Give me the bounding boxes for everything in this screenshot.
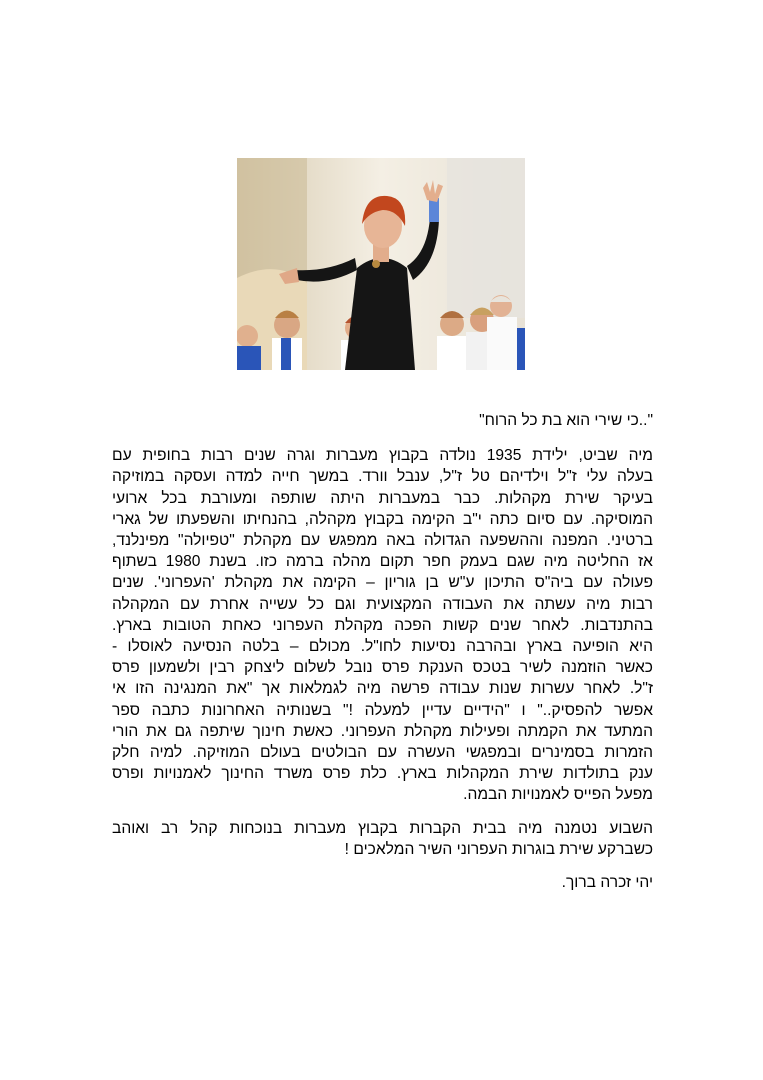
biography-line: בעיקר שירת מקהלות. כבר במעברות היתה שותפה ומעורבת בכל ארועי [112,489,653,507]
biography-line: אפשר להפסיק.." ו "הידיים עדיין למעלה !" בשנותיה האחרונות כתבה ספר [112,701,653,719]
biography-paragraph [112,445,653,805]
conductor-photo [237,158,525,370]
biography-line: מיה שביט, ילידת 1935 נולדה בקבוץ מעברות וגרה שנים רבות בחופית עם [112,447,654,465]
biography-line: רבות מיה עשתה את העבודה המקצועית וגם כל עשייה אחרת עם המקהלה [112,595,653,613]
biography-line: בהתנדבות. לאחר שנים קשות הפכה מקהלת העפרוני כאחת הטובות בארץ. [112,616,653,634]
quote-heading: "..כי שירי הוא בת כל הרוח" [479,412,653,429]
conductor-photo-illustration [237,158,525,370]
biography-line: מפעל הפייס לאמנויות הבמה. [463,786,653,804]
biography-line: המוסיקה. עם סיום כתה י"ב הקימה בקבוץ מקהלה, בהנחיתו והשפעתו של גארי [112,510,653,528]
funeral-paragraph [112,818,653,860]
biography-line: פעולה עם ביה"ס התיכון ע"ש בן גוריון – הקימה את מקהלת 'העפרוני'. שנים [112,574,653,592]
biography-line: בעלה עלי ז"ל וילדיהם טל ז"ל, ענבל וורד. במשך חייה למדה ועסקה במוזיקה [112,468,653,486]
funeral-line: השבוע נטמנה מיה בבית הקברות בקבוץ מעברות בנוכחות קהל רב ואוהב [112,819,653,837]
biography-line: המתעד את הקמתה ופעילות מקהלת העפרוני. כאשת חינוך שיתפה גם את הורי [112,722,653,740]
memorial-document [112,410,653,905]
funeral-line: כשברקע שירת בוגרות העפרוני השיר המלאכים ! [344,840,653,858]
biography-line: ז"ל. לאחר עשרות שנות עבודה פרשה מיה לגמלאות אך "את המנגינה הזו אי [112,680,653,698]
biography-line: ברטיני. המפנה וההשפעה הגדולה באה ממפגש עם מקהלת "טפיולה" מפינלנד, [112,532,653,550]
biography-line: הזמרות בסמינרים ובמפגשי העשרה עם הבולטים בעולם המוזיקה. למיה חלק [112,744,653,762]
closing-line: יהי זכרה ברוך. [561,874,653,892]
biography-line: כאשר הוזמנה לשיר בטכס הענקת פרס נובל לשלום ליצחק רבין ולשמעון פרס [112,659,653,677]
biography-line: ענק בתולדות שירת המקהלות בארץ. כלת פרס משרד החינוך לאמנויות ופרס [112,765,653,783]
biography-line: אז החליטה מיה שגם בעמק חפר תקום מהלה ברמה כזו. בשנת 1980 בשתוף [112,553,653,571]
biography-line: היא הופיעה בארץ ובהרבה נסיעות לחו"ל. מכולם – בלטה הנסיעה לאוסלו - [112,638,653,656]
